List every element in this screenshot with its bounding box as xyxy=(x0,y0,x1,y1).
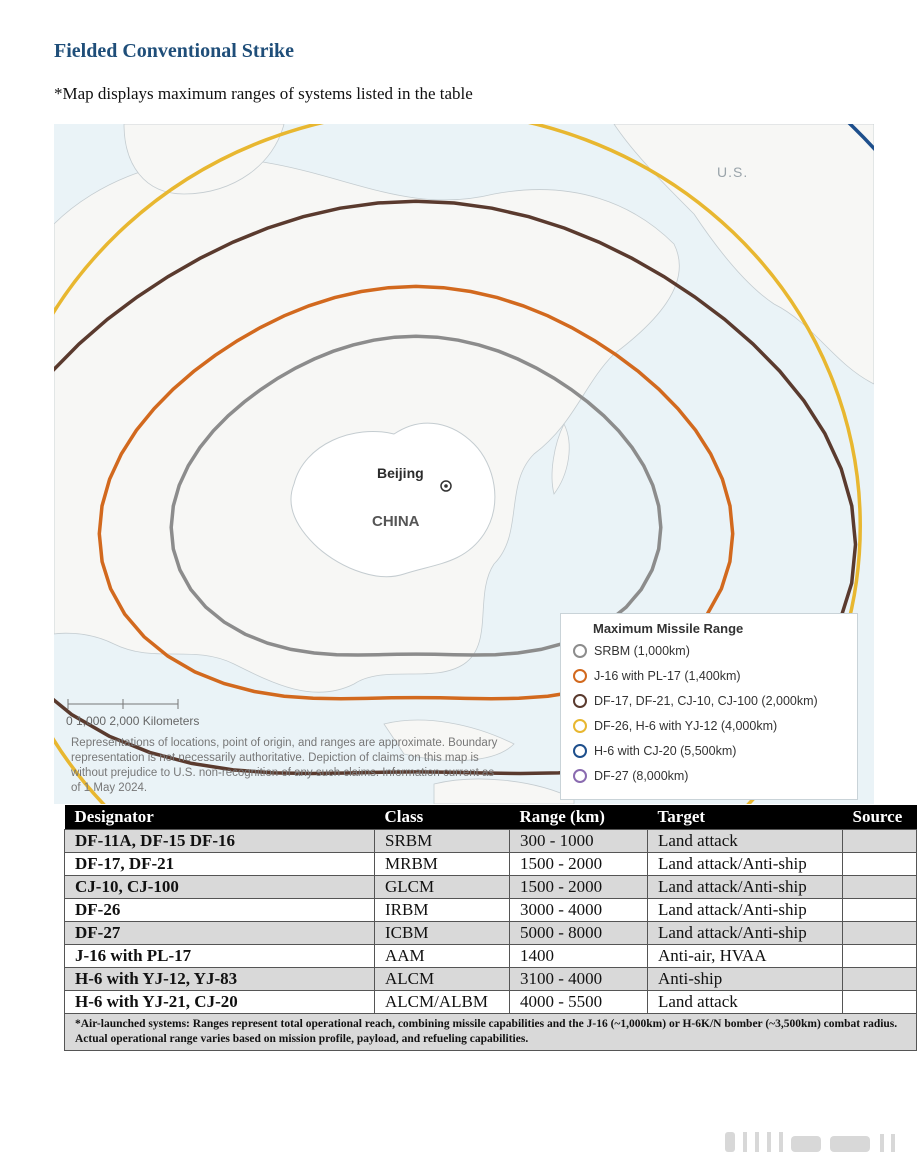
range-map xyxy=(54,124,874,804)
map-legend xyxy=(560,613,858,800)
cell-target: Anti-ship xyxy=(648,968,843,991)
cell-class: AAM xyxy=(375,945,510,968)
legend-swatch-icon xyxy=(573,694,587,708)
legend-label: DF-26, H-6 with YJ-12 (4,000km) xyxy=(594,719,778,733)
cell-source xyxy=(843,922,917,945)
cell-range: 5000 - 8000 xyxy=(510,922,648,945)
systems-table xyxy=(64,805,917,1051)
legend-label: J-16 with PL-17 (1,400km) xyxy=(594,669,741,683)
cell-range: 300 - 1000 xyxy=(510,830,648,853)
cell-target: Land attack xyxy=(648,991,843,1014)
scale-label: 0 1,000 2,000 Kilometers xyxy=(66,714,200,728)
cell-designator: DF-11A, DF-15 DF-16 xyxy=(65,830,375,853)
us-label: U.S. xyxy=(717,164,749,180)
cell-range: 1400 xyxy=(510,945,648,968)
cell-target: Land attack/Anti-ship xyxy=(648,876,843,899)
cell-designator: J-16 with PL-17 xyxy=(65,945,375,968)
table-row xyxy=(65,945,917,968)
legend-title: Maximum Missile Range xyxy=(593,621,744,636)
legend-swatch-icon xyxy=(573,744,587,758)
col-header-source: Source xyxy=(843,805,917,830)
table-row xyxy=(65,853,917,876)
cell-class: SRBM xyxy=(375,830,510,853)
cell-range: 1500 - 2000 xyxy=(510,876,648,899)
cell-range: 3000 - 4000 xyxy=(510,899,648,922)
cell-target: Land attack/Anti-ship xyxy=(648,853,843,876)
col-header-class: Class xyxy=(375,805,510,830)
legend-label: SRBM (1,000km) xyxy=(594,644,690,658)
legend-item xyxy=(573,769,688,783)
cell-source xyxy=(843,968,917,991)
map-disclaimer: Representations of locations, point of origin, and ranges are approximate. Boundary representation is not necessarily authoritative. Depiction of claims on this map is without prejudice to U.S. non-recognition of any such claims. Information current as of 1 May 2024. xyxy=(71,737,498,794)
cell-designator: DF-17, DF-21 xyxy=(65,853,375,876)
col-header-range: Range (km) xyxy=(510,805,648,830)
cell-designator: CJ-10, CJ-100 xyxy=(65,876,375,899)
cell-designator: H-6 with YJ-12, YJ-83 xyxy=(65,968,375,991)
legend-item xyxy=(573,744,736,758)
cell-target: Land attack/Anti-ship xyxy=(648,899,843,922)
cell-range: 1500 - 2000 xyxy=(510,853,648,876)
col-header-target: Target xyxy=(648,805,843,830)
cell-target: Anti-air, HVAA xyxy=(648,945,843,968)
legend-item xyxy=(573,694,818,708)
legend-label: H-6 with CJ-20 (5,500km) xyxy=(594,744,737,758)
legend-swatch-icon xyxy=(573,669,587,683)
cell-source xyxy=(843,899,917,922)
cell-class: ALCM xyxy=(375,968,510,991)
cell-range: 3100 - 4000 xyxy=(510,968,648,991)
page-title: Fielded Conventional Strike xyxy=(54,40,295,62)
legend-item xyxy=(573,644,690,658)
legend-swatch-icon xyxy=(573,644,587,658)
cell-source xyxy=(843,991,917,1014)
cell-range: 4000 - 5500 xyxy=(510,991,648,1014)
legend-swatch-icon xyxy=(573,719,587,733)
page-subtitle: *Map displays maximum ranges of systems listed in the table xyxy=(54,84,473,103)
cell-designator: DF-26 xyxy=(65,899,375,922)
watermark-icon xyxy=(715,1128,905,1154)
cell-class: MRBM xyxy=(375,853,510,876)
table-row xyxy=(65,922,917,945)
capital-label: Beijing xyxy=(377,465,424,481)
table-footnote-row xyxy=(65,1014,917,1051)
cell-class: IRBM xyxy=(375,899,510,922)
table-row xyxy=(65,830,917,853)
cell-source xyxy=(843,853,917,876)
legend-item xyxy=(573,719,777,733)
table-row xyxy=(65,968,917,991)
col-header-designator: Designator xyxy=(65,805,375,830)
legend-item xyxy=(573,669,741,683)
table-footnote: *Air-launched systems: Ranges represent total operational reach, combining missile capabilities and the J-16 (~1,000km) or H-6K/N bomber (~3,500km) combat radius. Actual operational range varies based on mission profile, payload, and refueling capabilities. xyxy=(65,1014,917,1051)
cell-class: GLCM xyxy=(375,876,510,899)
legend-swatch-icon xyxy=(573,769,587,783)
table-row xyxy=(65,899,917,922)
cell-class: ALCM/ALBM xyxy=(375,991,510,1014)
country-label: CHINA xyxy=(372,513,420,530)
cell-source xyxy=(843,876,917,899)
cell-designator: H-6 with YJ-21, CJ-20 xyxy=(65,991,375,1014)
table-header-row xyxy=(65,805,917,830)
cell-target: Land attack/Anti-ship xyxy=(648,922,843,945)
cell-designator: DF-27 xyxy=(65,922,375,945)
cell-class: ICBM xyxy=(375,922,510,945)
cell-source xyxy=(843,830,917,853)
table-row xyxy=(65,876,917,899)
legend-label: DF-27 (8,000km) xyxy=(594,769,689,783)
table-row xyxy=(65,991,917,1014)
cell-target: Land attack xyxy=(648,830,843,853)
scale-bar xyxy=(68,699,178,709)
legend-label: DF-17, DF-21, CJ-10, CJ-100 (2,000km) xyxy=(594,694,818,708)
cell-source xyxy=(843,945,917,968)
